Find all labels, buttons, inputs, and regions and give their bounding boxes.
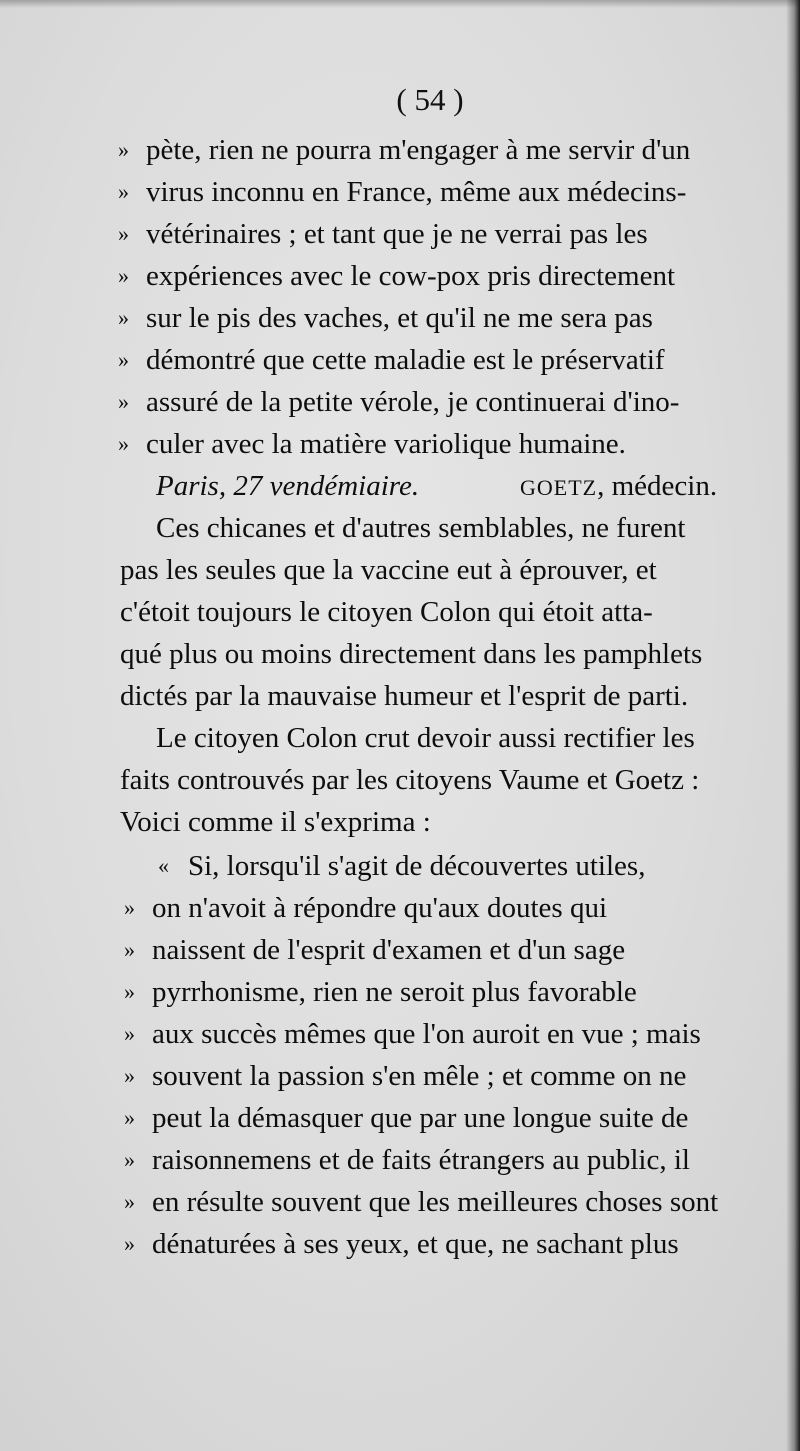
line-text: Ces chicanes et d'autres semblables, ne furent (156, 512, 686, 544)
quote-mark: » (118, 431, 129, 456)
line-text: assuré de la petite vérole, je continuerai d'ino- (146, 386, 680, 418)
quote-mark: » (124, 979, 135, 1004)
signature-place-date: Paris, 27 vendémiaire. (156, 470, 420, 502)
line-text: raisonnemens et de faits étrangers au public, il (152, 1144, 690, 1176)
line-text: faits controuvés par les citoyens Vaume et Goetz : (120, 764, 700, 796)
line-text: qué plus ou moins directement dans les pamphlets (120, 638, 703, 670)
line-text: vétérinaires ; et tant que je ne verrai pas les (146, 218, 648, 250)
quote-mark: » (124, 1189, 135, 1214)
line-text: en résulte souvent que les meilleures choses sont (152, 1186, 719, 1218)
line-text: dictés par la mauvaise humeur et l'esprit de parti. (120, 680, 689, 712)
signature-name: GOETZ (520, 475, 598, 500)
quote-mark: » (118, 137, 129, 162)
signature-author (520, 466, 717, 508)
page-shadow-top (0, 0, 800, 8)
quote-mark: » (124, 937, 135, 962)
quote-mark: » (124, 895, 135, 920)
line-text: pas les seules que la vaccine eut à éprouver, et (120, 554, 657, 586)
quote-mark: » (118, 263, 129, 288)
line-text: aux succès mêmes que l'on auroit en vue ; mais (152, 1018, 701, 1050)
line-text: on n'avoit à répondre qu'aux doutes qui (152, 892, 608, 924)
line-text: expériences avec le cow-pox pris directement (146, 260, 675, 292)
quote-mark: » (118, 179, 129, 204)
line-text: naissent de l'esprit d'examen et d'un sage (152, 934, 626, 966)
quote-mark: » (118, 347, 129, 372)
line-text: souvent la passion s'en mêle ; et comme on ne (152, 1060, 687, 1092)
quote-mark: » (118, 221, 129, 246)
quote-mark: « (158, 853, 169, 878)
line-text: peut la démasquer que par une longue suite de (152, 1102, 689, 1134)
line-text: pyrrhonisme, rien ne seroit plus favorable (152, 976, 637, 1008)
line-text: Le citoyen Colon crut devoir aussi rectifier les (156, 722, 695, 754)
quote-mark: » (124, 1147, 135, 1172)
quote-mark: » (124, 1063, 135, 1088)
line-text: pète, rien ne pourra m'engager à me servir d'un (146, 134, 691, 166)
line-text: sur le pis des vaches, et qu'il ne me sera pas (146, 302, 653, 334)
quote-mark: » (124, 1021, 135, 1046)
quote-mark: » (118, 305, 129, 330)
signature-title: , médecin. (597, 470, 718, 502)
page-binding-edge (786, 0, 800, 1451)
line-text: dénaturées à ses yeux, et que, ne sachant plus (152, 1228, 679, 1260)
quote-mark: » (124, 1105, 135, 1130)
line-text: virus inconnu en France, même aux médecins- (146, 176, 687, 208)
line-text: c'étoit toujours le citoyen Colon qui étoit atta- (120, 596, 653, 628)
line-text: Voici comme il s'exprima : (120, 806, 431, 838)
line-text: Si, lorsqu'il s'agit de découvertes utiles, (188, 850, 646, 882)
quote-mark: » (118, 389, 129, 414)
quote-mark: » (124, 1231, 135, 1256)
line-text: culer avec la matière variolique humaine. (146, 428, 626, 460)
page-number: ( 54 ) (396, 82, 464, 117)
line-text: démontré que cette maladie est le préservatif (146, 344, 665, 376)
